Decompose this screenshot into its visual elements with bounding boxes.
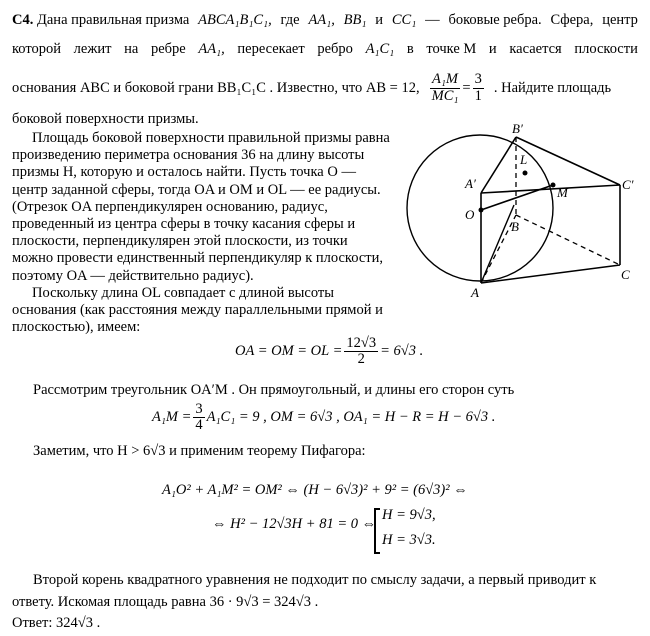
solution-line-5: (Отрезок OA перпендикулярен основанию, радиус, [12,198,328,215]
edge-B1C1 [516,137,620,185]
triangle-line: Рассмотрим треугольник OA′M . Он прямоугольный, и длины его сторон суть [33,382,515,398]
problem-line-3: основания ABC и боковой грани BB₁C₁C . Известно, что AB = 12, $\frac{\text{A₁M}}{\text{MC₁}}$ = $\frac{3}{1}$ . Найдите площадь [12,71,612,104]
final-line-1: Второй корень квадратного уравнения не подходит по смыслу задачи, а первый приводит к [33,572,597,588]
solution-line-9: поэтому OA — действительно радиус). [12,267,254,284]
label-O: O [465,207,475,222]
equation-pythagoras: A₁O² + A₁M² = OM² ⇔ (H − 6√3)² + 9² = (6√3)² ⇔ [162,482,468,498]
label-A: A [471,285,479,300]
label-C1: C′ [622,177,634,192]
point-L [523,171,528,176]
segment-OM [481,185,553,210]
edge-BC [516,215,620,265]
label-B: B [511,219,519,234]
equation-sides: A₁M = $\frac{3}{4}$ A₁C₁ = 9 , OM = 6√3 , OA₁ = H − R = H − 6√3 . [152,401,496,434]
solution-line-2: произведению периметра основания 36 на длину высоты [12,147,365,164]
final-line-2: ответу. Искомая площадь равна 36 · 9√3 = 324√3 . [12,594,319,610]
point-O [479,208,484,213]
segment-AL [481,205,514,283]
prism-sphere-figure [405,118,645,303]
edge-A1B1 [481,137,516,193]
answer-line: Ответ: 324√3 . [12,615,101,631]
solution-line-6: проведенный из центра сферы в точку касания сферы и [12,216,356,233]
label-A1: A′ [465,176,476,191]
solution-text [12,130,398,336]
solution-line-1: Площадь боковой поверхности правильной призмы равна [32,130,390,146]
problem-line-4: боковой поверхности призмы. [12,111,199,127]
solution-line-12: плоскостью), имеем: [12,319,141,336]
label-L: L [520,152,528,167]
solution-line-8: можно провести единственный перпендикуляр к плоскости, [12,250,384,267]
problem-line-2: которой лежит на ребре AA₁, пересекает ребро A₁C₁ в точке M и касается плоскости [12,41,638,57]
solution-line-10: Поскольку длина OL совпадает с длиной высоты [32,284,334,301]
edge-AC [481,265,620,283]
root-1: H = 9√3, [382,507,436,523]
roots-bracket [374,508,380,554]
point-M [551,183,556,188]
solution-line-4: центр заданной сферы, тогда OA и OM и OL — ее радиусы. [12,181,381,198]
solution-line-3: призмы H, которую и осталось найти. Пусть точка O — [12,164,356,181]
label-B1: B′ [512,121,523,136]
equation-quadratic: ⇔ H² − 12√3H + 81 = 0 ⇔ [212,516,377,532]
note-line: Заметим, что H > 6√3 и применим теорему Пифагора: [33,443,366,459]
solution-line-11: основания (как расстояния между параллельными прямой и [12,302,383,319]
solution-line-7: плоскости, перпендикулярен этой плоскости, из точки [12,233,348,250]
equation-radius: OA = OM = OL = $\frac{12√3}{2}$ = 6√3 . [235,335,424,368]
problem-line-1: C4. Дана правильная призма ABCA₁B₁C₁, где AA₁, BB₁ и CC₁ — боковые ребра. Сфера, центр [12,12,638,28]
problem-label: C4. [12,12,34,28]
root-2: H = 3√3. [382,532,436,548]
label-M: M [557,185,568,200]
label-C: C [621,267,630,282]
